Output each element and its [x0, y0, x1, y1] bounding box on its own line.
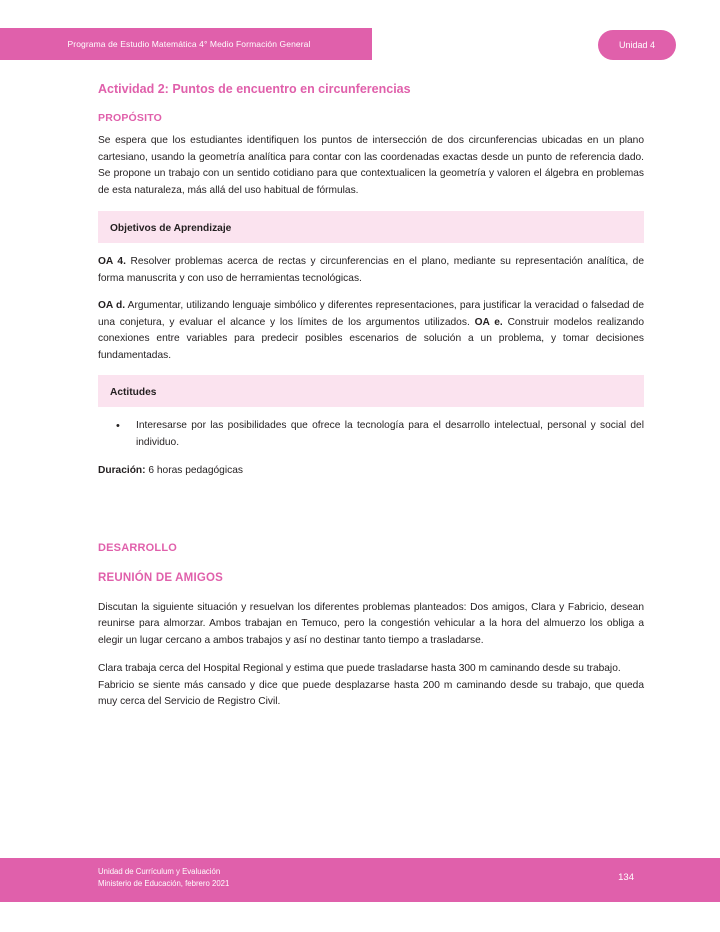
- objectives-band-title: Objetivos de Aprendizaje: [110, 223, 232, 235]
- objective-code: OA d.: [98, 300, 126, 312]
- development-subheading: REUNIÓN DE AMIGOS: [98, 571, 224, 584]
- objective-text: Argumentar, utilizando lenguaje simbólico y diferentes representaciones, para justificar la veracidad o falsedad de una conjetura, y evaluar el alcance y los límites de los argumentos utilizados.: [98, 300, 644, 328]
- footer-publisher: [98, 866, 229, 890]
- attitudes-band: [98, 375, 644, 407]
- attitudes-list: [98, 418, 644, 451]
- footer-line-1: Unidad de Currículum y Evaluación: [98, 867, 221, 876]
- objective-item: [98, 254, 644, 287]
- attitudes-band-title: Actitudes: [110, 387, 157, 399]
- purpose-heading: PROPÓSITO: [98, 112, 163, 124]
- list-item: • Interesarse por las posibilidades que ofrece la tecnología para el desarrollo intelectual, personal y social del individuo.: [124, 418, 644, 451]
- footer-band: [0, 858, 720, 902]
- development-paragraph: Fabricio se siente más cansado y dice que puede desplazarse hasta 200 m caminando desde su trabajo, que queda muy cerca del Servicio de Registro Civil.: [98, 679, 644, 708]
- objective-item: [98, 298, 644, 364]
- development-heading: DESARROLLO: [98, 541, 177, 554]
- objective-code: OA 4.: [98, 256, 126, 268]
- header-program-label: Programa de Estudio Matemática 4° Medio Formación General: [67, 39, 311, 49]
- development-paragraph: Discutan la siguiente situación y resuelvan los diferentes problemas planteados: Dos amigos, Clara y Fabricio, desean reunirse para almorzar. Ambos trabajan en Temuco, pero la congestión vehicular a la hora del almuerzo los obliga a elegir un lugar cercano a ambos trabajos y así no destinar tanto tiempo a trasladarse.: [98, 601, 644, 646]
- duration-line: [98, 463, 644, 480]
- vertical-spacer: [98, 480, 644, 542]
- unit-badge: Unidad 4: [598, 30, 676, 60]
- duration-value: 6 horas pedagógicas: [145, 465, 243, 477]
- page-number: 134: [618, 872, 634, 883]
- objective-code: OA e.: [474, 316, 503, 328]
- objectives-band: [98, 211, 644, 243]
- objective-text: Resolver problemas acerca de rectas y circunferencias en el plano, mediante su representación analítica, de forma manuscrita y con uso de herramientas tecnológicas.: [98, 256, 644, 284]
- header-band: [0, 28, 372, 60]
- development-paragraph: Clara trabaja cerca del Hospital Regional y estima que puede trasladarse hasta 300 m caminando desde su trabajo.: [98, 663, 621, 675]
- duration-label: Duración:: [98, 465, 146, 477]
- footer-line-2: Ministerio de Educación, febrero 2021: [98, 879, 230, 889]
- objective-text: Construir modelos realizando conexiones entre variables para predecir posibles escenarios de solución a un problema, y tomar decisiones fundamentadas.: [98, 316, 644, 361]
- purpose-paragraph: Se espera que los estudiantes identifiquen los puntos de intersección de dos circunferencias ubicadas en un plano cartesiano, usando la geometría analítica para contar con las coordenadas exactas desde un punto de referencia dado. Se propone un trabajo con un sentido cotidiano para que contextualicen la geometría y valoren el álgebra en problemas de esta naturaleza, más allá del uso habitual de fórmulas.: [98, 135, 644, 196]
- objectives-list: [98, 254, 644, 364]
- page-title: Actividad 2: Puntos de encuentro en circunferencias: [98, 82, 411, 96]
- document-content: [98, 82, 644, 711]
